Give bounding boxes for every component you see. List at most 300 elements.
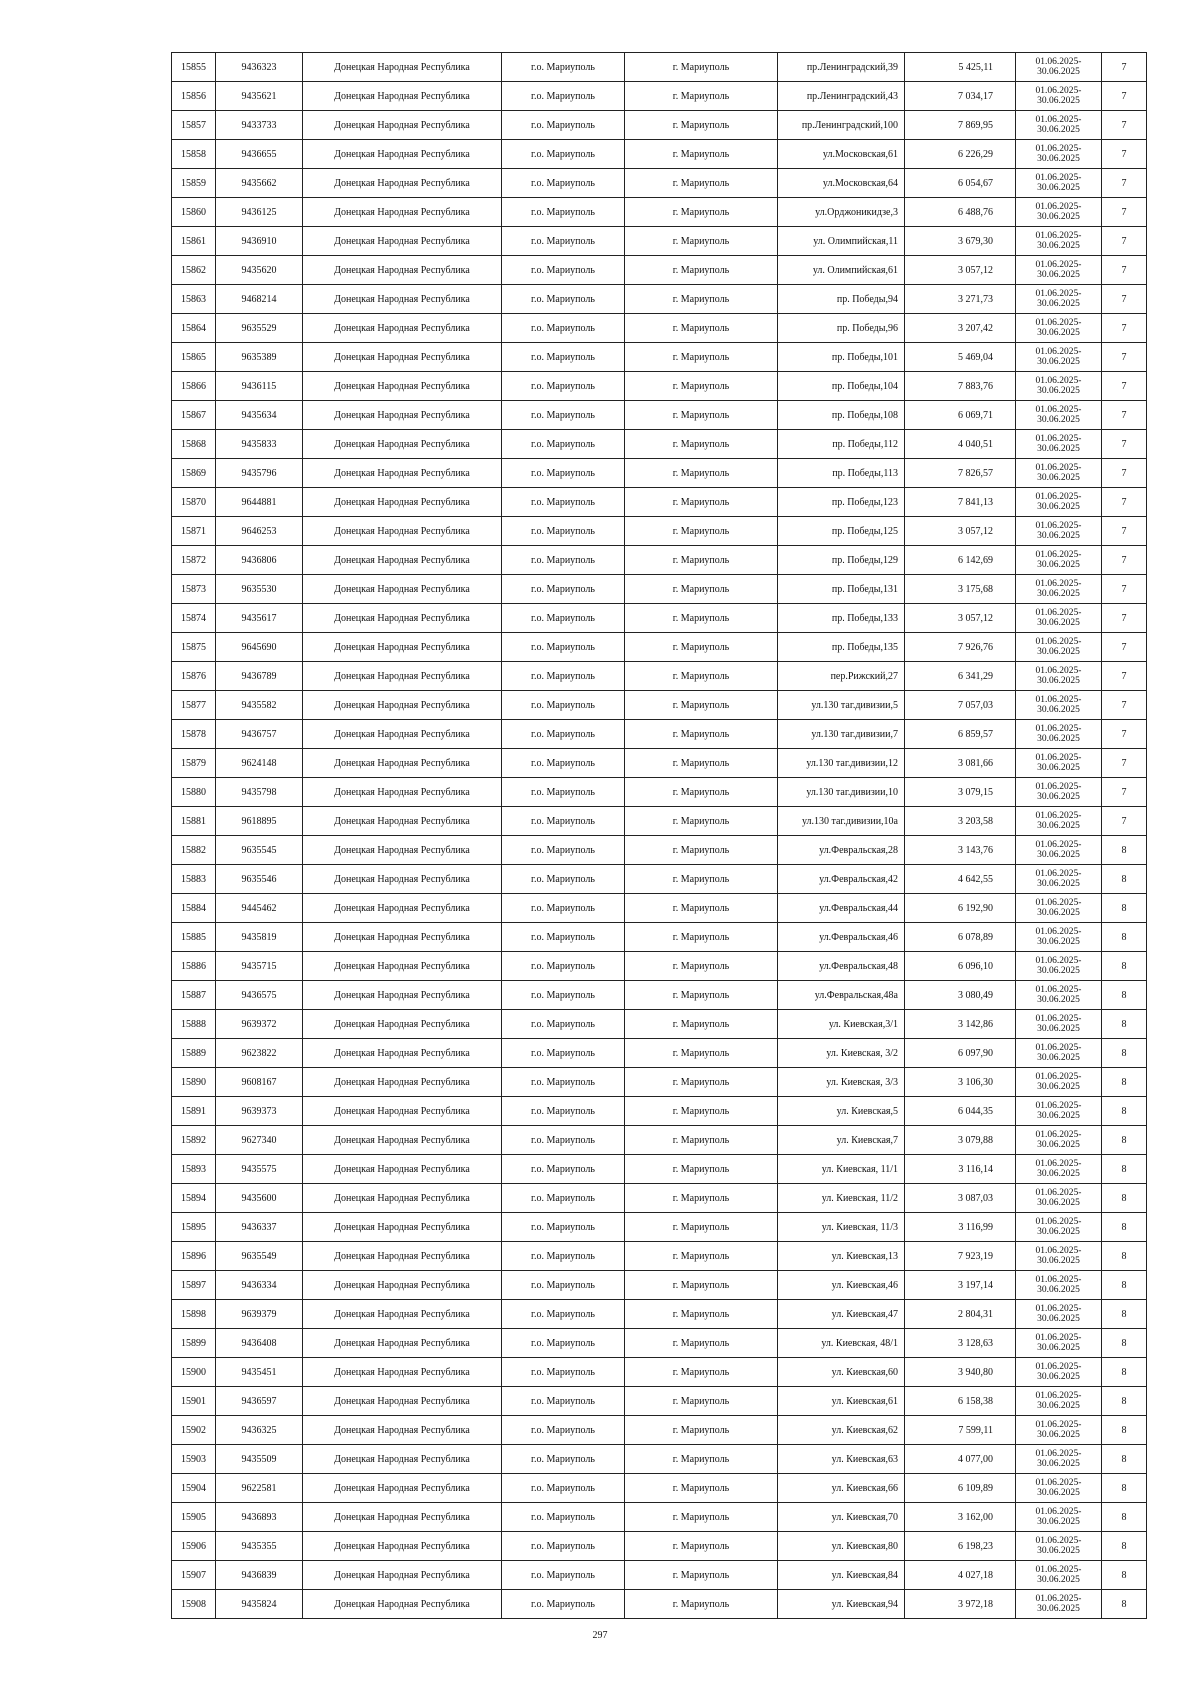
cell-district: г.о. Мариуполь <box>502 1010 625 1039</box>
cell-address: пр. Победы,94 <box>778 285 905 314</box>
cell-address: ул. Киевская,66 <box>778 1474 905 1503</box>
cell-city: г. Мариуполь <box>625 1213 778 1242</box>
table-row <box>172 1387 1147 1416</box>
cell-account-id: 9436910 <box>216 227 303 256</box>
cell-region: Донецкая Народная Республика <box>303 53 502 82</box>
cell-group: 8 <box>1102 1416 1147 1445</box>
cell-region: Донецкая Народная Республика <box>303 662 502 691</box>
cell-area: 3 057,12 <box>905 604 1016 633</box>
cell-group: 8 <box>1102 1213 1147 1242</box>
table-row <box>172 1213 1147 1242</box>
cell-region: Донецкая Народная Республика <box>303 1561 502 1590</box>
cell-period: 01.06.2025-30.06.2025 <box>1016 82 1102 111</box>
table-row <box>172 1126 1147 1155</box>
cell-district: г.о. Мариуполь <box>502 256 625 285</box>
cell-district: г.о. Мариуполь <box>502 1184 625 1213</box>
cell-area: 3 079,15 <box>905 778 1016 807</box>
cell-row-number: 15858 <box>172 140 216 169</box>
cell-area: 5 425,11 <box>905 53 1016 82</box>
cell-row-number: 15877 <box>172 691 216 720</box>
cell-address: ул. Киевская,60 <box>778 1358 905 1387</box>
cell-region: Донецкая Народная Республика <box>303 517 502 546</box>
cell-region: Донецкая Народная Республика <box>303 1271 502 1300</box>
cell-group: 8 <box>1102 1445 1147 1474</box>
cell-area: 7 034,17 <box>905 82 1016 111</box>
cell-group: 8 <box>1102 894 1147 923</box>
registry-rows <box>172 53 1147 1619</box>
cell-city: г. Мариуполь <box>625 372 778 401</box>
cell-address: ул. Киевская, 3/3 <box>778 1068 905 1097</box>
table-row <box>172 807 1147 836</box>
cell-region: Донецкая Народная Республика <box>303 1097 502 1126</box>
cell-row-number: 15872 <box>172 546 216 575</box>
cell-group: 8 <box>1102 1097 1147 1126</box>
cell-group: 8 <box>1102 1329 1147 1358</box>
cell-area: 3 087,03 <box>905 1184 1016 1213</box>
cell-period: 01.06.2025-30.06.2025 <box>1016 1445 1102 1474</box>
cell-account-id: 9436125 <box>216 198 303 227</box>
cell-city: г. Мариуполь <box>625 198 778 227</box>
cell-row-number: 15867 <box>172 401 216 430</box>
cell-group: 8 <box>1102 1590 1147 1619</box>
cell-address: ул. Киевская, 48/1 <box>778 1329 905 1358</box>
cell-region: Донецкая Народная Республика <box>303 430 502 459</box>
cell-region: Донецкая Народная Республика <box>303 343 502 372</box>
cell-address: ул. Киевская,70 <box>778 1503 905 1532</box>
table-row <box>172 720 1147 749</box>
cell-district: г.о. Мариуполь <box>502 1242 625 1271</box>
cell-row-number: 15874 <box>172 604 216 633</box>
cell-row-number: 15899 <box>172 1329 216 1358</box>
cell-period: 01.06.2025-30.06.2025 <box>1016 894 1102 923</box>
cell-account-id: 9436115 <box>216 372 303 401</box>
cell-city: г. Мариуполь <box>625 981 778 1010</box>
cell-group: 7 <box>1102 720 1147 749</box>
cell-account-id: 9436597 <box>216 1387 303 1416</box>
table-row <box>172 82 1147 111</box>
table-row <box>172 227 1147 256</box>
cell-account-id: 9627340 <box>216 1126 303 1155</box>
cell-period: 01.06.2025-30.06.2025 <box>1016 1387 1102 1416</box>
cell-address: пр. Победы,133 <box>778 604 905 633</box>
cell-group: 7 <box>1102 169 1147 198</box>
cell-row-number: 15904 <box>172 1474 216 1503</box>
cell-period: 01.06.2025-30.06.2025 <box>1016 807 1102 836</box>
cell-group: 8 <box>1102 1271 1147 1300</box>
table-row <box>172 1532 1147 1561</box>
cell-address: ул. Киевская,63 <box>778 1445 905 1474</box>
table-row <box>172 1445 1147 1474</box>
cell-region: Донецкая Народная Республика <box>303 575 502 604</box>
cell-period: 01.06.2025-30.06.2025 <box>1016 1503 1102 1532</box>
table-row <box>172 1474 1147 1503</box>
cell-group: 8 <box>1102 1532 1147 1561</box>
cell-area: 3 940,80 <box>905 1358 1016 1387</box>
cell-city: г. Мариуполь <box>625 82 778 111</box>
table-row <box>172 517 1147 546</box>
cell-region: Донецкая Народная Республика <box>303 1184 502 1213</box>
cell-area: 6 069,71 <box>905 401 1016 430</box>
cell-period: 01.06.2025-30.06.2025 <box>1016 1590 1102 1619</box>
cell-account-id: 9435715 <box>216 952 303 981</box>
cell-period: 01.06.2025-30.06.2025 <box>1016 952 1102 981</box>
table-row <box>172 1242 1147 1271</box>
table-row <box>172 1010 1147 1039</box>
cell-row-number: 15908 <box>172 1590 216 1619</box>
cell-group: 7 <box>1102 691 1147 720</box>
cell-account-id: 9436655 <box>216 140 303 169</box>
cell-period: 01.06.2025-30.06.2025 <box>1016 633 1102 662</box>
cell-area: 6 109,89 <box>905 1474 1016 1503</box>
cell-city: г. Мариуполь <box>625 1097 778 1126</box>
table-row <box>172 343 1147 372</box>
cell-region: Донецкая Народная Республика <box>303 749 502 778</box>
table-row <box>172 169 1147 198</box>
cell-row-number: 15890 <box>172 1068 216 1097</box>
cell-area: 6 226,29 <box>905 140 1016 169</box>
cell-period: 01.06.2025-30.06.2025 <box>1016 343 1102 372</box>
cell-row-number: 15897 <box>172 1271 216 1300</box>
cell-group: 7 <box>1102 604 1147 633</box>
cell-account-id: 9624148 <box>216 749 303 778</box>
cell-region: Донецкая Народная Республика <box>303 169 502 198</box>
cell-district: г.о. Мариуполь <box>502 981 625 1010</box>
cell-city: г. Мариуполь <box>625 488 778 517</box>
cell-row-number: 15879 <box>172 749 216 778</box>
cell-account-id: 9436408 <box>216 1329 303 1358</box>
cell-row-number: 15865 <box>172 343 216 372</box>
cell-group: 7 <box>1102 314 1147 343</box>
cell-address: ул. Киевская,3/1 <box>778 1010 905 1039</box>
cell-account-id: 9639379 <box>216 1300 303 1329</box>
cell-region: Донецкая Народная Республика <box>303 923 502 952</box>
cell-group: 8 <box>1102 1242 1147 1271</box>
cell-account-id: 9435796 <box>216 459 303 488</box>
table-row <box>172 923 1147 952</box>
cell-group: 7 <box>1102 662 1147 691</box>
cell-row-number: 15896 <box>172 1242 216 1271</box>
cell-region: Донецкая Народная Республика <box>303 1329 502 1358</box>
cell-region: Донецкая Народная Республика <box>303 1474 502 1503</box>
cell-group: 7 <box>1102 140 1147 169</box>
cell-area: 3 197,14 <box>905 1271 1016 1300</box>
cell-period: 01.06.2025-30.06.2025 <box>1016 1271 1102 1300</box>
cell-period: 01.06.2025-30.06.2025 <box>1016 1068 1102 1097</box>
cell-row-number: 15878 <box>172 720 216 749</box>
table-row <box>172 778 1147 807</box>
cell-period: 01.06.2025-30.06.2025 <box>1016 1242 1102 1271</box>
cell-district: г.о. Мариуполь <box>502 865 625 894</box>
cell-account-id: 9435621 <box>216 82 303 111</box>
cell-region: Донецкая Народная Республика <box>303 1242 502 1271</box>
cell-region: Донецкая Народная Республика <box>303 256 502 285</box>
cell-address: ул. Киевская, 11/3 <box>778 1213 905 1242</box>
cell-account-id: 9436839 <box>216 1561 303 1590</box>
cell-period: 01.06.2025-30.06.2025 <box>1016 865 1102 894</box>
cell-address: ул. Киевская,47 <box>778 1300 905 1329</box>
cell-area: 3 116,14 <box>905 1155 1016 1184</box>
cell-period: 01.06.2025-30.06.2025 <box>1016 372 1102 401</box>
cell-city: г. Мариуполь <box>625 865 778 894</box>
cell-address: ул.Орджоникидзе,3 <box>778 198 905 227</box>
cell-group: 8 <box>1102 1300 1147 1329</box>
cell-city: г. Мариуполь <box>625 952 778 981</box>
table-row <box>172 430 1147 459</box>
cell-account-id: 9623822 <box>216 1039 303 1068</box>
cell-account-id: 9435509 <box>216 1445 303 1474</box>
cell-area: 6 158,38 <box>905 1387 1016 1416</box>
cell-district: г.о. Мариуполь <box>502 1097 625 1126</box>
cell-row-number: 15883 <box>172 865 216 894</box>
cell-region: Донецкая Народная Республика <box>303 952 502 981</box>
cell-city: г. Мариуполь <box>625 517 778 546</box>
cell-area: 6 341,29 <box>905 662 1016 691</box>
cell-group: 7 <box>1102 517 1147 546</box>
cell-city: г. Мариуполь <box>625 604 778 633</box>
cell-account-id: 9435824 <box>216 1590 303 1619</box>
cell-period: 01.06.2025-30.06.2025 <box>1016 1097 1102 1126</box>
cell-group: 8 <box>1102 1184 1147 1213</box>
cell-group: 7 <box>1102 459 1147 488</box>
cell-account-id: 9618895 <box>216 807 303 836</box>
cell-row-number: 15873 <box>172 575 216 604</box>
cell-group: 8 <box>1102 865 1147 894</box>
cell-area: 6 142,69 <box>905 546 1016 575</box>
table-row <box>172 691 1147 720</box>
table-row <box>172 1068 1147 1097</box>
cell-region: Донецкая Народная Республика <box>303 314 502 343</box>
cell-address: ул. Киевская,94 <box>778 1590 905 1619</box>
cell-city: г. Мариуполь <box>625 1387 778 1416</box>
table-row <box>172 633 1147 662</box>
cell-district: г.о. Мариуполь <box>502 1039 625 1068</box>
cell-area: 3 081,66 <box>905 749 1016 778</box>
cell-district: г.о. Мариуполь <box>502 459 625 488</box>
cell-address: пр.Ленинградский,43 <box>778 82 905 111</box>
cell-city: г. Мариуполь <box>625 691 778 720</box>
cell-group: 7 <box>1102 372 1147 401</box>
cell-row-number: 15893 <box>172 1155 216 1184</box>
table-row <box>172 1503 1147 1532</box>
cell-group: 8 <box>1102 1561 1147 1590</box>
table-row <box>172 575 1147 604</box>
cell-group: 7 <box>1102 53 1147 82</box>
cell-region: Донецкая Народная Республика <box>303 82 502 111</box>
cell-account-id: 9445462 <box>216 894 303 923</box>
cell-city: г. Мариуполь <box>625 923 778 952</box>
cell-area: 7 923,19 <box>905 1242 1016 1271</box>
cell-row-number: 15886 <box>172 952 216 981</box>
cell-account-id: 9433733 <box>216 111 303 140</box>
cell-region: Донецкая Народная Республика <box>303 1532 502 1561</box>
cell-city: г. Мариуполь <box>625 459 778 488</box>
cell-area: 7 057,03 <box>905 691 1016 720</box>
cell-district: г.о. Мариуполь <box>502 1213 625 1242</box>
cell-row-number: 15868 <box>172 430 216 459</box>
cell-district: г.о. Мариуполь <box>502 488 625 517</box>
cell-district: г.о. Мариуполь <box>502 1271 625 1300</box>
cell-period: 01.06.2025-30.06.2025 <box>1016 517 1102 546</box>
cell-district: г.о. Мариуполь <box>502 1300 625 1329</box>
table-row <box>172 1300 1147 1329</box>
cell-row-number: 15895 <box>172 1213 216 1242</box>
cell-city: г. Мариуполь <box>625 836 778 865</box>
cell-region: Донецкая Народная Республика <box>303 1068 502 1097</box>
cell-address: ул. Киевская, 3/2 <box>778 1039 905 1068</box>
cell-area: 3 175,68 <box>905 575 1016 604</box>
cell-account-id: 9436806 <box>216 546 303 575</box>
cell-region: Донецкая Народная Республика <box>303 459 502 488</box>
cell-account-id: 9436334 <box>216 1271 303 1300</box>
cell-group: 8 <box>1102 981 1147 1010</box>
cell-account-id: 9635389 <box>216 343 303 372</box>
cell-address: ул.Февральская,46 <box>778 923 905 952</box>
cell-row-number: 15889 <box>172 1039 216 1068</box>
cell-address: пр. Победы,101 <box>778 343 905 372</box>
cell-account-id: 9435617 <box>216 604 303 633</box>
cell-area: 3 057,12 <box>905 517 1016 546</box>
cell-area: 6 198,23 <box>905 1532 1016 1561</box>
cell-address: ул. Киевская,5 <box>778 1097 905 1126</box>
cell-account-id: 9435575 <box>216 1155 303 1184</box>
cell-row-number: 15898 <box>172 1300 216 1329</box>
cell-row-number: 15863 <box>172 285 216 314</box>
cell-district: г.о. Мариуполь <box>502 1590 625 1619</box>
cell-area: 7 869,95 <box>905 111 1016 140</box>
cell-region: Донецкая Народная Республика <box>303 1416 502 1445</box>
cell-city: г. Мариуполь <box>625 169 778 198</box>
cell-region: Донецкая Народная Республика <box>303 1387 502 1416</box>
cell-group: 7 <box>1102 488 1147 517</box>
cell-city: г. Мариуполь <box>625 256 778 285</box>
cell-row-number: 15894 <box>172 1184 216 1213</box>
cell-district: г.о. Мариуполь <box>502 923 625 952</box>
cell-row-number: 15875 <box>172 633 216 662</box>
cell-address: пр. Победы,104 <box>778 372 905 401</box>
cell-district: г.о. Мариуполь <box>502 691 625 720</box>
cell-address: ул. Киевская, 11/2 <box>778 1184 905 1213</box>
cell-area: 3 142,86 <box>905 1010 1016 1039</box>
cell-group: 8 <box>1102 1039 1147 1068</box>
cell-account-id: 9635530 <box>216 575 303 604</box>
cell-group: 8 <box>1102 923 1147 952</box>
cell-region: Донецкая Народная Республика <box>303 981 502 1010</box>
cell-city: г. Мариуполь <box>625 894 778 923</box>
cell-group: 7 <box>1102 227 1147 256</box>
registry-table <box>171 52 1147 1619</box>
cell-address: ул.130 таг.дивизии,7 <box>778 720 905 749</box>
cell-row-number: 15900 <box>172 1358 216 1387</box>
cell-account-id: 9635529 <box>216 314 303 343</box>
table-row <box>172 546 1147 575</box>
cell-region: Донецкая Народная Республика <box>303 111 502 140</box>
cell-period: 01.06.2025-30.06.2025 <box>1016 1039 1102 1068</box>
cell-period: 01.06.2025-30.06.2025 <box>1016 1329 1102 1358</box>
cell-address: ул. Киевская,13 <box>778 1242 905 1271</box>
table-row <box>172 256 1147 285</box>
table-row <box>172 198 1147 227</box>
cell-district: г.о. Мариуполь <box>502 198 625 227</box>
cell-area: 3 057,12 <box>905 256 1016 285</box>
cell-row-number: 15892 <box>172 1126 216 1155</box>
cell-account-id: 9635549 <box>216 1242 303 1271</box>
cell-period: 01.06.2025-30.06.2025 <box>1016 111 1102 140</box>
cell-region: Донецкая Народная Республика <box>303 807 502 836</box>
cell-address: ул.130 таг.дивизии,5 <box>778 691 905 720</box>
cell-group: 7 <box>1102 111 1147 140</box>
cell-row-number: 15901 <box>172 1387 216 1416</box>
cell-address: пр. Победы,125 <box>778 517 905 546</box>
cell-address: пр. Победы,129 <box>778 546 905 575</box>
cell-account-id: 9639373 <box>216 1097 303 1126</box>
cell-area: 7 826,57 <box>905 459 1016 488</box>
cell-region: Донецкая Народная Республика <box>303 778 502 807</box>
cell-area: 6 044,35 <box>905 1097 1016 1126</box>
table-row <box>172 1184 1147 1213</box>
cell-city: г. Мариуполь <box>625 1474 778 1503</box>
cell-period: 01.06.2025-30.06.2025 <box>1016 923 1102 952</box>
cell-city: г. Мариуполь <box>625 546 778 575</box>
cell-district: г.о. Мариуполь <box>502 1387 625 1416</box>
cell-group: 7 <box>1102 749 1147 778</box>
cell-region: Донецкая Народная Республика <box>303 633 502 662</box>
cell-address: ул. Киевская,62 <box>778 1416 905 1445</box>
cell-area: 7 883,76 <box>905 372 1016 401</box>
cell-account-id: 9436789 <box>216 662 303 691</box>
cell-city: г. Мариуполь <box>625 1010 778 1039</box>
table-row <box>172 53 1147 82</box>
cell-account-id: 9435833 <box>216 430 303 459</box>
table-row <box>172 1039 1147 1068</box>
cell-period: 01.06.2025-30.06.2025 <box>1016 1213 1102 1242</box>
cell-group: 7 <box>1102 575 1147 604</box>
cell-address: пр. Победы,108 <box>778 401 905 430</box>
cell-group: 8 <box>1102 1068 1147 1097</box>
cell-account-id: 9435798 <box>216 778 303 807</box>
cell-row-number: 15880 <box>172 778 216 807</box>
cell-group: 8 <box>1102 1010 1147 1039</box>
table-row <box>172 1590 1147 1619</box>
cell-district: г.о. Мариуполь <box>502 111 625 140</box>
cell-district: г.о. Мариуполь <box>502 575 625 604</box>
cell-address: ул.Февральская,42 <box>778 865 905 894</box>
cell-row-number: 15857 <box>172 111 216 140</box>
cell-city: г. Мариуполь <box>625 1184 778 1213</box>
cell-account-id: 9435634 <box>216 401 303 430</box>
cell-period: 01.06.2025-30.06.2025 <box>1016 1010 1102 1039</box>
cell-period: 01.06.2025-30.06.2025 <box>1016 1184 1102 1213</box>
cell-area: 6 488,76 <box>905 198 1016 227</box>
cell-group: 7 <box>1102 343 1147 372</box>
cell-area: 7 841,13 <box>905 488 1016 517</box>
table-row <box>172 662 1147 691</box>
cell-account-id: 9635546 <box>216 865 303 894</box>
table-row <box>172 836 1147 865</box>
cell-area: 4 027,18 <box>905 1561 1016 1590</box>
cell-period: 01.06.2025-30.06.2025 <box>1016 1561 1102 1590</box>
cell-period: 01.06.2025-30.06.2025 <box>1016 227 1102 256</box>
cell-address: ул.130 таг.дивизии,10 <box>778 778 905 807</box>
cell-address: ул. Киевская,80 <box>778 1532 905 1561</box>
cell-district: г.о. Мариуполь <box>502 894 625 923</box>
cell-row-number: 15870 <box>172 488 216 517</box>
cell-period: 01.06.2025-30.06.2025 <box>1016 836 1102 865</box>
cell-account-id: 9435451 <box>216 1358 303 1387</box>
cell-city: г. Мариуполь <box>625 285 778 314</box>
cell-row-number: 15859 <box>172 169 216 198</box>
table-row <box>172 140 1147 169</box>
cell-city: г. Мариуполь <box>625 1532 778 1561</box>
